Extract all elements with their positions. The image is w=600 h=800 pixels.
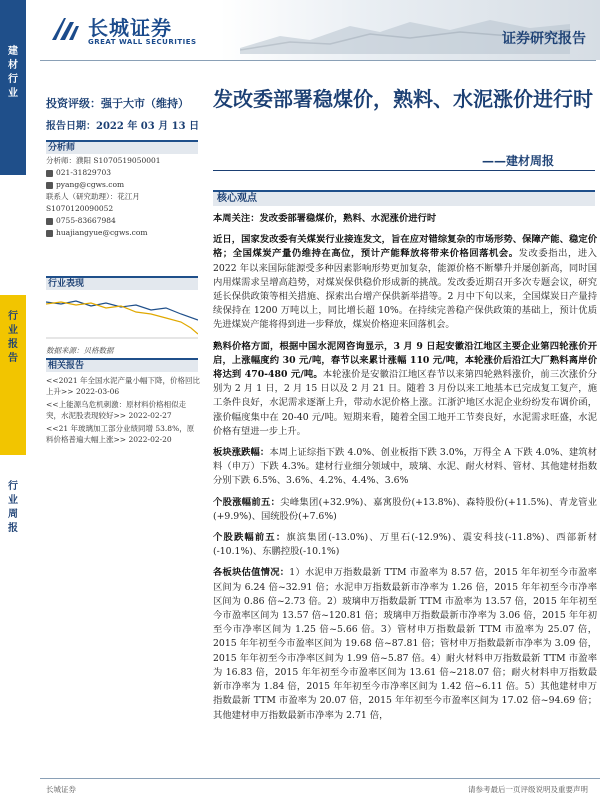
side-block-white <box>0 175 26 295</box>
related-section-title: 相关报告 <box>46 358 198 372</box>
clinker-text: 本轮涨价是安徽沿江地区春节以来第四轮熟料涨价，前三次涨价分别为 2 月 1 日，2 月 15 日以及 2 月 21 日。随着 3 月份以来工地基本已完成复工复产，施工条件良好，水泥需求逐渐上升，带动水泥价格上涨。江浙沪地区水泥企业纷纷发布调价函，涨价幅度集中在 20-40 元/吨。短期来看，随着全国工地开工节奏良好，水泥需求旺盛，水泥价格有望进一步上升。 <box>213 369 597 437</box>
footer-disclaimer: 请参考最后一页评级说明及重要声明 <box>468 785 588 794</box>
analyst-section-title: 分析师 <box>46 140 198 154</box>
core-view-section-title: 核心观点 <box>213 190 595 206</box>
phone-row <box>46 167 201 179</box>
paragraph-sector <box>213 446 597 489</box>
side-label-weekly: 行业周报 <box>8 481 18 534</box>
coal-lead: 近日，国家发改委有关煤炭行业接连发文，旨在应对错综复杂的市场形势、保障产能、稳定价格；全国煤炭产量仍维持在高位，预计产能释放将带来价格回落机会。 <box>213 234 597 260</box>
gainers-lead: 个股涨幅前五： <box>213 496 281 508</box>
great-wall-logo-icon <box>50 14 80 42</box>
investment-rating: 投资评级：强于大市（维持） <box>46 97 189 110</box>
contact-name: 联系人（研究助理）：花江月 <box>46 192 140 201</box>
related-reports <box>46 375 201 447</box>
valuation-text: 1）水泥申万指数最新 TTM 市盈率为 8.57 倍，2015 年年初至今市盈率区间为 6.24 倍~32.91 倍；水泥申万指数最新市净率为 1.26 倍，2015 年年初至今市净率区间为 0.86 倍~2.73 倍。2）玻璃申万指数最新 TTM 市盈率为 13.57 倍，2015 年年初至今市盈率区间为 13.57 倍~120.81 倍；玻璃申万指数最新市净率为 3.06 倍，2015 年年初至今市净率区间为 1.25 倍~5.66 倍。3）管材申万指数最新 TTM 市盈率为 25.07 倍，2015 年年初至今市盈率区间为 19.68 倍~87.81 倍；管材申万指数最新市净率为 3.09 倍，2015 年年初至今市净率区间为 1.99 倍~5.87 倍。4）耐火材料申万指数最新 TTM 市盈率为 16.83 倍，2015 年年初至今市盈率区间为 13.61 倍~218.07 倍；耐火材料申万指数最新市净率为 1.84 倍，2015 年年初至今市净率区间为 1.42 倍~6.11 倍。5）其他建材申万指数最新 TTM 市盈率为 20.07 倍，2015 年年初至今市盈率区间为 17.02 倍~94.69 倍；其他建材申万指数最新市净率为 2.71 倍， <box>213 567 597 721</box>
analyst-email[interactable]: pyang@cgws.com <box>56 180 125 189</box>
side-strip <box>0 0 26 800</box>
paragraph-coal <box>213 233 597 332</box>
report-series: ——建材周报 <box>481 154 554 168</box>
email-icon <box>46 230 53 237</box>
paragraph-losers <box>213 531 597 559</box>
footer-brand: 长城证券 <box>46 785 76 794</box>
header-divider <box>40 60 596 61</box>
sector-lead: 板块涨跌幅： <box>213 447 270 459</box>
paragraph-gainers <box>213 496 597 524</box>
paragraph-valuation <box>213 566 597 722</box>
industry-section-title: 行业表现 <box>46 276 198 290</box>
chart-source: 数据来源：贝格数据 <box>46 346 114 355</box>
related-report-item[interactable]: <<上能源乌危机刺激：原材料价格相似走突，水泥股表现较好>> 2022-02-27 <box>46 400 187 420</box>
report-title: 发改委部署稳煤价，熟料、水泥涨价进行时 <box>213 87 593 111</box>
contact-email-row <box>46 227 201 239</box>
contact-phone-row <box>46 215 201 227</box>
analyst-phone: 021-31829703 <box>56 168 112 177</box>
email-row <box>46 179 201 191</box>
report-header <box>0 0 600 62</box>
logo-text: 长城证券 <box>88 16 172 40</box>
focus-text: 本周关注：发改委部署稳煤价，熟料、水泥涨价进行时 <box>213 213 437 224</box>
email-icon <box>46 182 53 189</box>
contact-email[interactable]: huajiangyue@cgws.com <box>56 228 148 237</box>
report-body <box>213 212 597 730</box>
logo-english: GREAT WALL SECURITIES <box>88 38 197 46</box>
paragraph-clinker <box>213 340 597 439</box>
focus-line <box>213 212 597 226</box>
side-label-industry: 建材行业 <box>8 46 18 99</box>
sector-text: 本周上证综指下跌 4.0%、创业板指下跌 3.0%，万得全 A 下跌 4.0%、建筑材料（申万）下跌 4.3%。建材行业细分领域中，玻璃、水泥、耐火材料、管材、其他建材指数分别下跌 6.5%、3.6%、4.2%、4.4%、3.6% <box>213 447 597 487</box>
phone-icon <box>46 170 53 177</box>
analyst-name <box>46 155 201 167</box>
coal-text: 发改委指出，进入 2022 年以来国际能源受多种因素影响形势更加复杂，能源价格不断攀升并屡创新高，同时国内用煤需求呈增高趋势，对煤炭保供稳价形成新的挑战。发改委近期召开多次专题会议，研究延长保供政策等相关措施、探索出台增产保供新举措等。2 月中下旬以来，全国煤炭日产量持续保持在 1200 万吨以上，同比增长超 10%。在持续完善稳产保供政策的基础上，预计优质先进煤炭产能将得到进一步释放，煤炭价格迎来回落机会。 <box>213 248 597 331</box>
report-type: 证券研究报告 <box>502 31 586 47</box>
related-report-item[interactable]: <<2021 年全国水泥产量小幅下降，价格回比上升>> 2022-03-06 <box>46 376 201 396</box>
report-date: 报告日期：2022 年 03 月 13 日 <box>46 121 200 132</box>
related-report-item[interactable]: <<21 年玻璃加工部分业绩同增 53.8%，原料价格普遍大幅上涨>> 2022-02-20 <box>46 424 195 444</box>
phone-icon <box>46 218 53 225</box>
analyst-line: 分析师：濮阳 S1070519050001 <box>46 156 161 165</box>
gainers-text: 尖峰集团(+32.9%)、嘉寓股份(+13.8%)、森特股份(+11.5%)、青龙管业(+9.9%)、国统股份(+7.6%) <box>213 496 597 522</box>
contact-phone: 0755-83667984 <box>56 216 116 225</box>
footer-divider <box>40 778 600 779</box>
analyst-info <box>46 155 201 239</box>
contact-id: S1070120090052 <box>46 204 114 213</box>
clinker-lead: 熟料价格方面，根据中国水泥网咨询显示，3 月 9 日起安徽沿江地区主要企业第四轮涨价开启，上涨幅度约 30 元/吨，春节以来累计涨幅 110 元/吨，本轮涨价后沿江大厂熟料离岸价将达到 470-480 元/吨。 <box>213 340 597 381</box>
valuation-lead: 各板块估值情况： <box>213 567 290 579</box>
losers-lead: 个股跌幅前五： <box>213 532 287 544</box>
losers-text: 旗滨集团(-13.0%)、万里石(-12.9%)、震安科技(-11.8%)、西部新材(-10.1%)、东鹏控股(-10.1%) <box>213 532 597 558</box>
contact-id-row <box>46 203 201 215</box>
side-label-report: 行业报告 <box>8 311 18 364</box>
contact-row <box>46 191 201 203</box>
title-divider <box>213 170 595 171</box>
industry-performance-chart <box>46 292 198 340</box>
